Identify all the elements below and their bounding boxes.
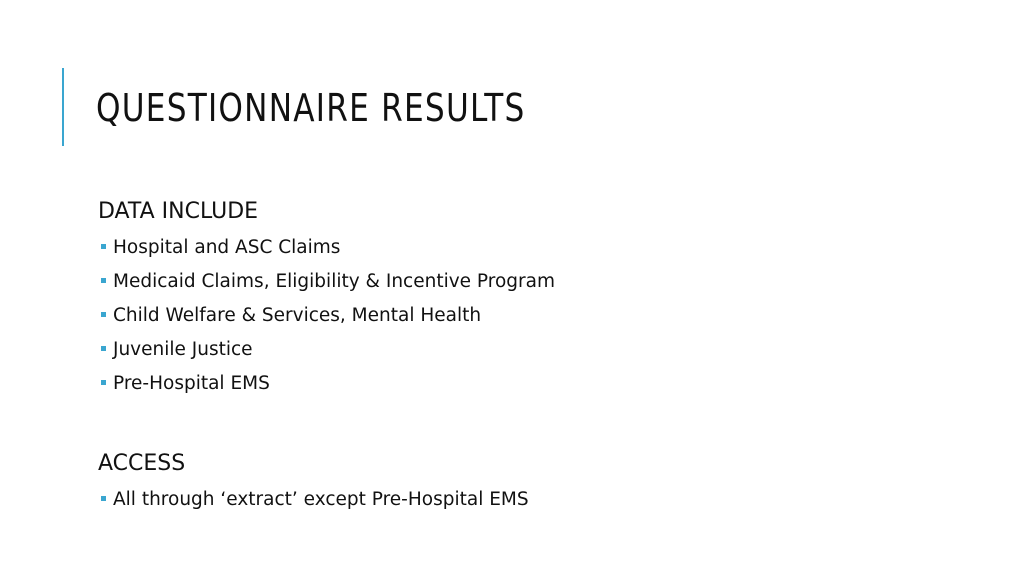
list-item bbox=[98, 333, 555, 367]
list-item-text: Juvenile Justice bbox=[113, 339, 253, 360]
bullet-square-icon bbox=[101, 346, 106, 351]
list-item bbox=[98, 367, 555, 401]
list-item bbox=[98, 231, 555, 265]
title-accent-bar bbox=[62, 68, 64, 146]
list-item bbox=[98, 265, 555, 299]
list-item bbox=[98, 299, 555, 333]
list-item-text: Child Welfare & Services, Mental Health bbox=[113, 305, 482, 326]
slide-title: QUESTIONNAIRE RESULTS bbox=[96, 86, 526, 130]
bullet-square-icon bbox=[101, 380, 106, 385]
list-item-text: All through ‘extract’ except Pre-Hospital EMS bbox=[113, 489, 529, 510]
bullet-square-icon bbox=[101, 496, 106, 501]
list-item-text: Pre-Hospital EMS bbox=[113, 373, 270, 394]
list-item-text: Medicaid Claims, Eligibility & Incentive Program bbox=[113, 271, 555, 292]
data-include-list bbox=[98, 231, 555, 401]
access-section bbox=[98, 449, 529, 517]
data-include-section bbox=[98, 197, 555, 401]
bullet-square-icon bbox=[101, 244, 106, 249]
access-list bbox=[98, 483, 529, 517]
list-item-text: Hospital and ASC Claims bbox=[113, 237, 341, 258]
bullet-square-icon bbox=[101, 312, 106, 317]
bullet-square-icon bbox=[101, 278, 106, 283]
list-item bbox=[98, 483, 529, 517]
data-include-heading: DATA INCLUDE bbox=[98, 199, 259, 224]
access-heading: ACCESS bbox=[98, 451, 186, 476]
